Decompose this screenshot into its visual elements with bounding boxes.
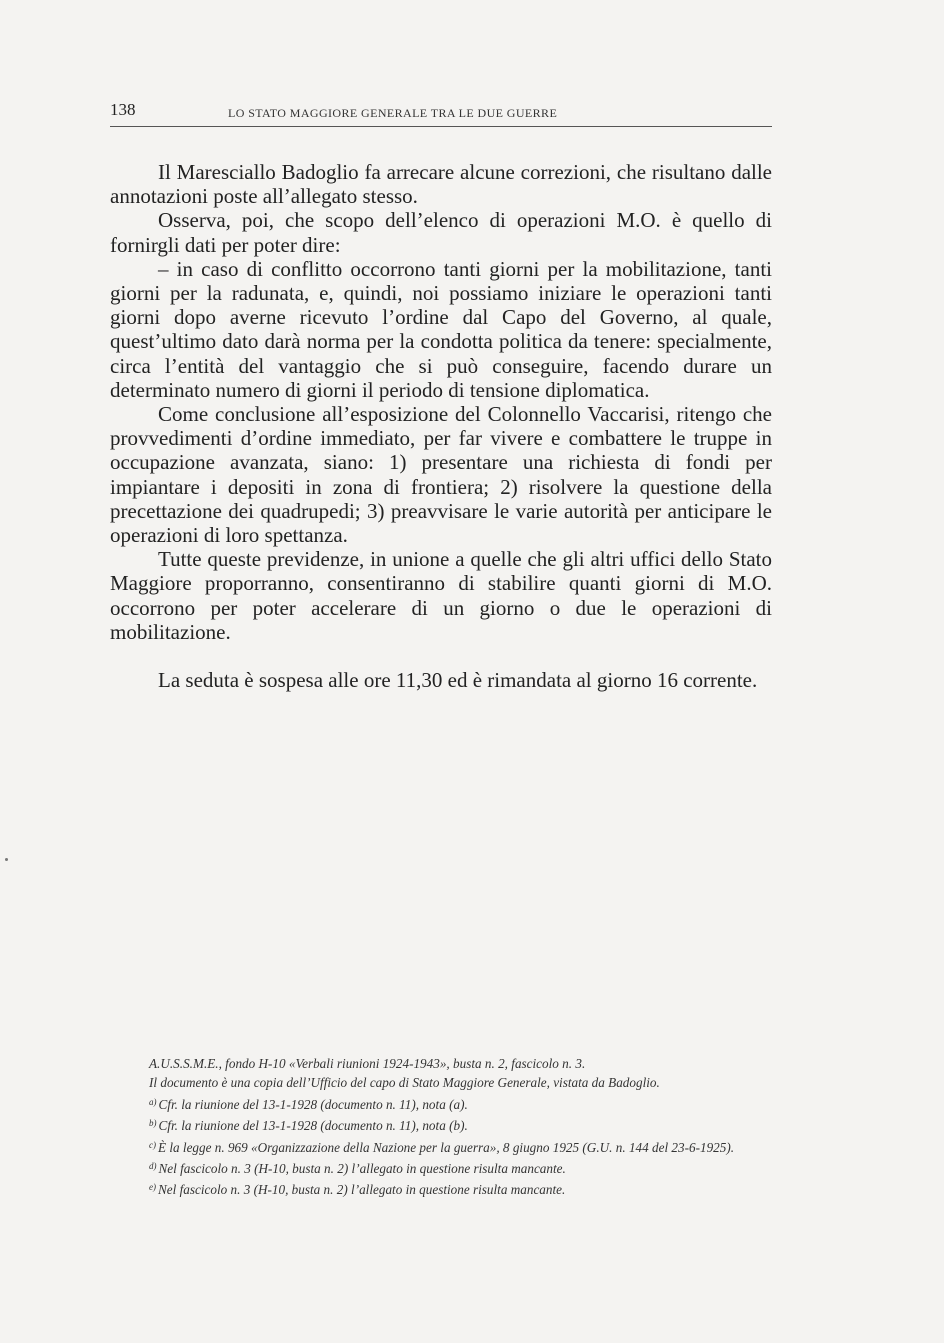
footnote-d [105,1157,769,1178]
paragraph-session-suspended: La seduta è sospesa alle ore 11,30 ed è rimandata al giorno 16 corrente. [158,668,758,693]
footnote-marker: d) [149,1161,157,1172]
footnote-marker: b) [149,1118,157,1129]
footnote-text: Nel fascicolo n. 3 (H-10, busta n. 2) l’allegato in questione risulta mancante. [158,1182,566,1198]
running-title: LO STATO MAGGIORE GENERALE TRA LE DUE GUERRE [228,106,558,120]
footnote-e [105,1178,769,1199]
main-text [110,160,772,692]
footnote-b [105,1114,769,1135]
footnotes [105,1054,769,1200]
paragraph-purpose: Osserva, poi, che scopo dell’elenco di operazioni M.O. è quello di fornirgli dati per poter dire: [110,208,772,257]
footnote-c [105,1136,769,1157]
paragraph-conflict-days: – in caso di conflitto occorrono tanti giorni per la mobilitazione, tanti giorni per la radunata, e, quindi, noi possiamo iniziare le operazioni tanti giorni dopo averne ricevuto l’ordine dal Capo del Governo, al quale, quest’ultimo dato darà norma per la condotta politica da tenere: specialmente, circa l’entità del vantaggio che si può conseguire, facendo durare un determinato numero di giorni il periodo di tensione diplomatica. [110,256,772,402]
paragraph-corrections: Il Maresciallo Badoglio fa arrecare alcune correzioni, che risultano dalle annotazioni poste all’allegato stesso. [110,160,772,209]
footnote-text: Cfr. la riunione del 13-1-1928 (documento n. 11), nota (b). [158,1118,468,1134]
footnote-a [105,1093,769,1114]
page-header [110,100,772,127]
scan-speck [5,858,8,861]
footnote-source: A.U.S.S.M.E., fondo H-10 «Verbali riunioni 1924-1943», busta n. 2, fascicolo n. 3. [149,1056,586,1071]
footnote-marker: c) [149,1139,156,1150]
page-number: 138 [110,100,136,119]
paragraph-provisions: Tutte queste previdenze, in unione a quelle che gli altri uffici dello Stato Maggiore proporranno, consentiranno di stabilire quanti giorni di M.O. occorrono per poter accelerare di un giorno o due le operazioni di mobilitazione. [110,547,772,644]
footnote-text: Cfr. la riunione del 13-1-1928 (documento n. 11), nota (a). [158,1096,468,1112]
footnote-text: Nel fascicolo n. 3 (H-10, busta n. 2) l’allegato in questione risulta mancante. [158,1161,566,1177]
footnote-marker: e) [149,1182,156,1193]
footnote-note: Il documento è una copia dell’Ufficio del capo di Stato Maggiore Generale, vistata da Badoglio. [149,1075,660,1091]
footnote-text: È la legge n. 969 «Organizzazione della Nazione per la guerra», 8 giugno 1925 (G.U. n. 144 del 23-6-1925). [158,1139,735,1155]
footnote-marker: a) [149,1096,157,1107]
paragraph-conclusion: Come conclusione all’esposizione del Colonnello Vaccarisi, ritengo che provvedimenti d’ordine immediato, per far vivere e combattere le truppe in occupazione avanzata, siano: 1) presentare una richiesta di fondi per impiantare i depositi in zona di frontiera; 2) risolvere la questione della precettazione dei quadrupedi; 3) preavvisare le varie autorità per anticipare le operazioni di loro spettanza. [110,402,772,548]
